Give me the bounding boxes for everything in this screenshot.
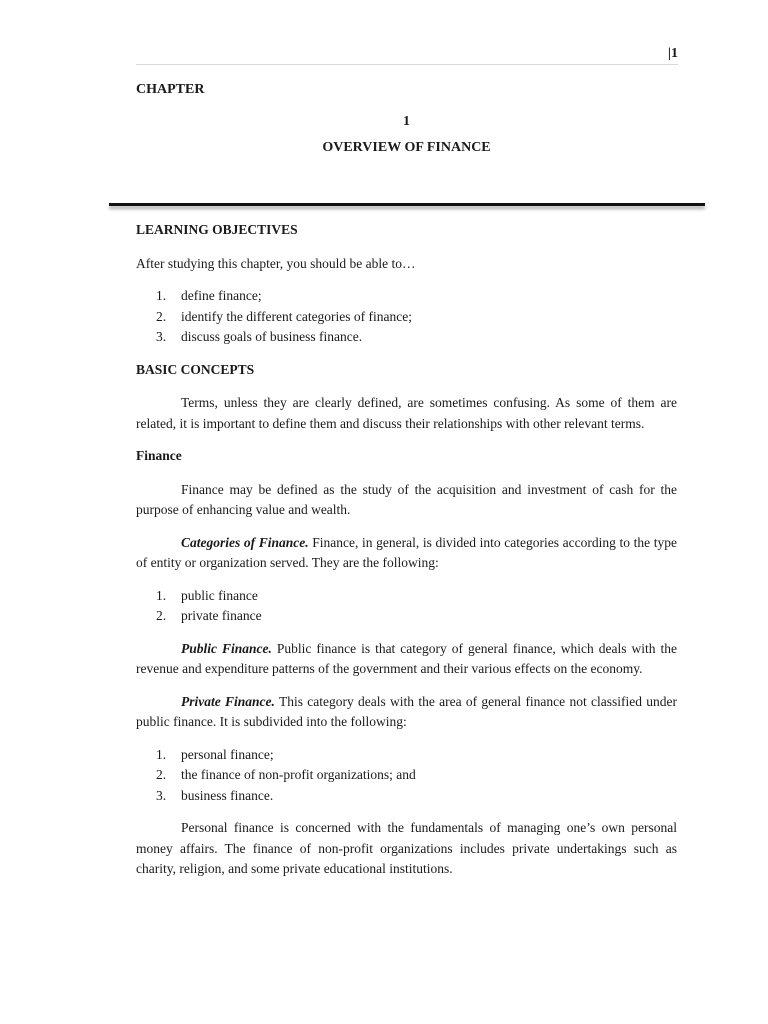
list-item-number: 2.	[156, 767, 167, 782]
finance-heading: Finance	[136, 448, 182, 463]
list-item	[136, 745, 677, 766]
document-body	[136, 220, 677, 892]
finance-definition: Finance may be defined as the study of the acquisition and investment of cash for the purpose of enhancing value and wealth.	[136, 481, 677, 517]
list-item-number: 2.	[156, 608, 167, 623]
list-item-text: private finance	[181, 608, 262, 623]
list-item-text: personal finance;	[181, 746, 274, 762]
list-item-text: identify the different categories of finance;	[181, 308, 413, 324]
public-finance-text: Public finance is that category of general finance, which deals with the revenue and expenditure patterns of the government and their various effects on the economy.	[136, 640, 677, 676]
private-finance-text: This category deals with the area of general finance not classified under public finance. It is subdivided into the following:	[136, 693, 678, 729]
learning-objectives-list	[136, 286, 677, 348]
learning-objectives-intro: After studying this chapter, you should be able to…	[136, 255, 416, 271]
categories-text: Finance, in general, is divided into categories according to the type of entity or organization served. They are the following:	[136, 534, 677, 570]
list-item-number: 3.	[156, 787, 167, 803]
public-finance-lead: Public Finance.	[181, 640, 272, 656]
list-item-text: discuss goals of business finance.	[181, 329, 363, 344]
list-item-number: 2.	[156, 308, 167, 324]
chapter-label: CHAPTER	[136, 82, 205, 97]
list-item	[136, 765, 677, 786]
list-item-text: the finance of non-profit organizations; and	[181, 767, 416, 782]
categories-lead: Categories of Finance.	[181, 534, 309, 550]
closing-paragraph: Personal finance is concerned with the fundamentals of managing one’s own personal money affairs. The finance of non-profit organizations includes private undertakings such as charity, religion, and some private educational institutions.	[136, 820, 677, 876]
list-item	[136, 586, 677, 607]
private-finance-list	[136, 745, 677, 807]
list-item-number: 1.	[156, 587, 167, 603]
title-rule	[109, 203, 705, 206]
list-item-number: 3.	[156, 329, 167, 344]
basic-concepts-paragraph: Terms, unless they are clearly defined, are sometimes confusing. As some of them are related, it is important to define them and discuss their relationships with other relevant terms.	[136, 395, 677, 431]
list-item-text: define finance;	[181, 288, 262, 303]
list-item	[136, 786, 677, 807]
chapter-title: OVERVIEW OF FINANCE	[322, 140, 491, 155]
list-item	[136, 286, 677, 307]
chapter-number: 1	[403, 114, 410, 129]
list-item-number: 1.	[156, 288, 167, 303]
list-item-number: 1.	[156, 746, 167, 762]
learning-objectives-heading: LEARNING OBJECTIVES	[136, 222, 298, 237]
list-item-text: business finance.	[181, 787, 274, 803]
categories-paragraph	[136, 533, 677, 574]
list-item	[136, 327, 677, 348]
header-divider	[136, 64, 678, 65]
list-item	[136, 606, 677, 627]
list-item	[136, 307, 677, 328]
page-number: |1	[667, 46, 678, 61]
basic-concepts-heading: BASIC CONCEPTS	[136, 361, 255, 377]
public-finance-paragraph	[136, 639, 677, 680]
list-item-text: public finance	[181, 587, 258, 603]
categories-list	[136, 586, 677, 627]
private-finance-lead: Private Finance.	[181, 693, 275, 709]
private-finance-paragraph	[136, 692, 677, 733]
